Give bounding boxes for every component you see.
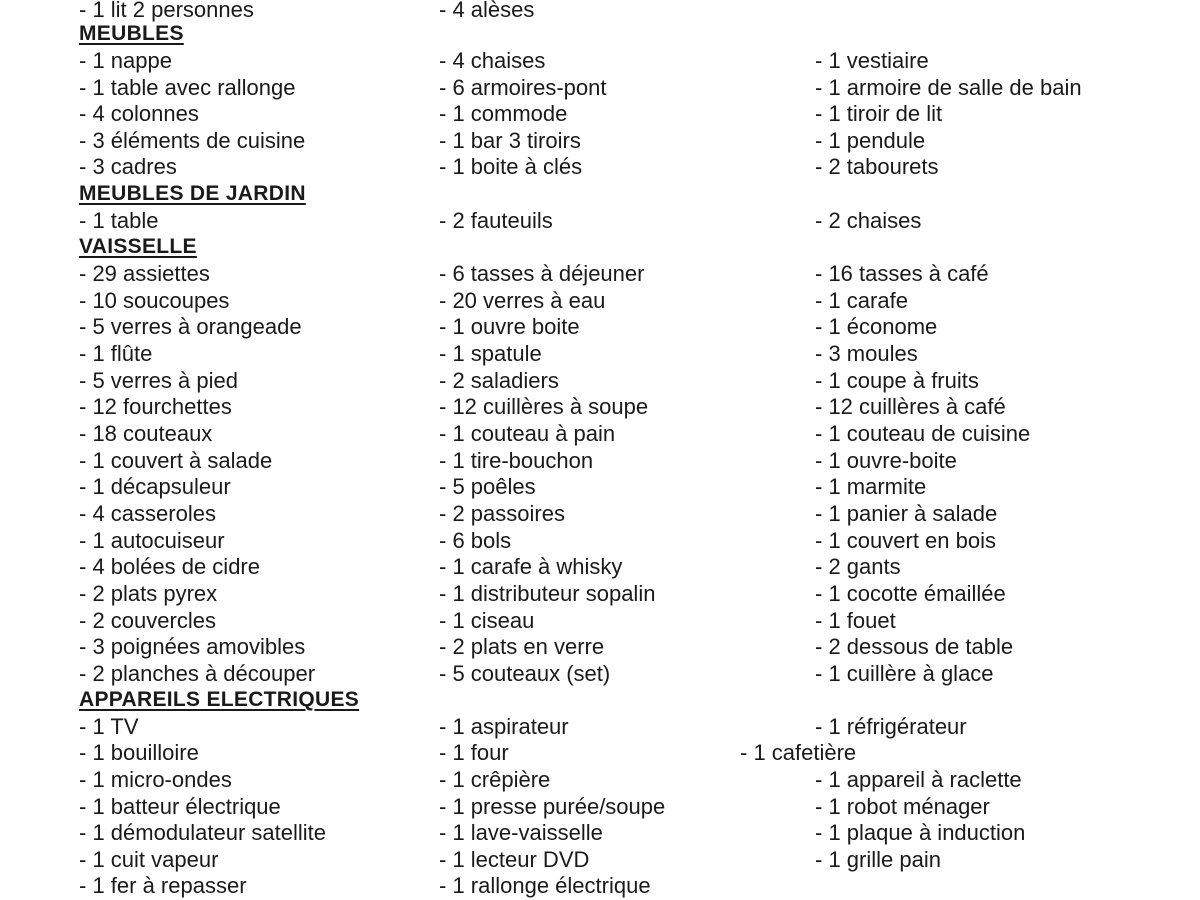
list-item: - 1 bouilloire xyxy=(79,740,199,765)
list-row xyxy=(0,794,1200,821)
list-row xyxy=(0,448,1200,475)
list-row xyxy=(0,341,1200,368)
list-row xyxy=(0,661,1200,688)
list-row xyxy=(0,48,1200,75)
list-item: - 1 nappe xyxy=(79,48,172,73)
list-item: - 5 verres à pied xyxy=(79,368,238,393)
list-item: - 1 lave-vaisselle xyxy=(439,820,603,845)
list-row xyxy=(0,634,1200,661)
list-item: - 1 couteau de cuisine xyxy=(815,421,1031,446)
list-item: - 1 robot ménager xyxy=(815,794,990,819)
list-item: - 1 pendule xyxy=(815,128,926,153)
list-item: - 1 grille pain xyxy=(815,847,941,872)
list-row xyxy=(0,288,1200,315)
list-item: - 2 couvercles xyxy=(79,608,216,633)
section-heading-meubles: MEUBLES xyxy=(79,22,184,45)
list-item: - 1 table xyxy=(79,208,159,233)
list-row xyxy=(0,608,1200,635)
list-item: - 16 tasses à café xyxy=(815,261,989,286)
list-item: - 2 passoires xyxy=(439,501,565,526)
list-item: - 1 carafe à whisky xyxy=(439,554,623,579)
list-item: - 29 assiettes xyxy=(79,261,210,286)
list-row xyxy=(0,208,1200,235)
list-item: - 1 micro-ondes xyxy=(79,767,232,792)
list-item: - 5 couteaux (set) xyxy=(439,661,611,686)
list-row xyxy=(0,154,1200,181)
list-item: - 5 verres à orangeade xyxy=(79,314,302,339)
list-item: - 1 rallonge électrique xyxy=(439,873,651,898)
list-row xyxy=(0,394,1200,421)
list-item: - 1 batteur électrique xyxy=(79,794,281,819)
list-row xyxy=(0,847,1200,874)
list-row xyxy=(0,368,1200,395)
list-item: - 1 bar 3 tiroirs xyxy=(439,128,581,153)
list-row xyxy=(0,421,1200,448)
list-item: - 4 casseroles xyxy=(79,501,216,526)
list-item: - 1 vestiaire xyxy=(815,48,929,73)
list-item: - 1 panier à salade xyxy=(815,501,998,526)
list-row xyxy=(0,261,1200,288)
list-item: - 1 table avec rallonge xyxy=(79,75,296,100)
list-item: - 1 cuillère à glace xyxy=(815,661,994,686)
list-item: - 1 fouet xyxy=(815,608,896,633)
list-row xyxy=(0,474,1200,501)
list-row xyxy=(0,528,1200,555)
list-item: - 1 tire-bouchon xyxy=(439,448,594,473)
list-item: - 12 cuillères à soupe xyxy=(439,394,649,419)
section-heading-appareils-electriques: APPAREILS ELECTRIQUES xyxy=(79,688,360,711)
list-item: - 1 armoire de salle de bain xyxy=(815,75,1082,100)
section-heading-meubles-de-jardin: MEUBLES DE JARDIN xyxy=(79,182,306,205)
list-item: - 2 dessous de table xyxy=(815,634,1014,659)
list-item: - 2 saladiers xyxy=(439,368,559,393)
list-item: - 1 ciseau xyxy=(439,608,535,633)
list-row xyxy=(0,128,1200,155)
list-item: - 1 couvert à salade xyxy=(79,448,273,473)
list-item: - 2 plats en verre xyxy=(439,634,605,659)
list-item: - 1 marmite xyxy=(815,474,927,499)
section-heading-vaisselle: VAISSELLE xyxy=(79,235,197,258)
list-item: - 3 éléments de cuisine xyxy=(79,128,306,153)
list-item: - 1 boite à clés xyxy=(439,154,583,179)
list-row xyxy=(0,314,1200,341)
list-item: - 1 spatule xyxy=(439,341,542,366)
list-item: - 2 plats pyrex xyxy=(79,581,218,606)
list-row xyxy=(0,501,1200,528)
list-row xyxy=(0,581,1200,608)
list-item: - 1 ouvre boite xyxy=(439,314,580,339)
list-item: - 18 couteaux xyxy=(79,421,213,446)
list-item: - 1 crêpière xyxy=(439,767,551,792)
list-item: - 3 cadres xyxy=(79,154,177,179)
list-item: - 12 fourchettes xyxy=(79,394,232,419)
list-item: - 2 gants xyxy=(815,554,901,579)
list-item: - 10 soucoupes xyxy=(79,288,230,313)
list-item: - 1 réfrigérateur xyxy=(815,714,967,739)
list-item: - 6 tasses à déjeuner xyxy=(439,261,645,286)
list-row xyxy=(0,75,1200,102)
list-item: - 1 autocuiseur xyxy=(79,528,225,553)
list-row xyxy=(0,820,1200,847)
list-item: - 5 poêles xyxy=(439,474,536,499)
list-item: - 3 moules xyxy=(815,341,918,366)
list-item: - 1 commode xyxy=(439,101,568,126)
list-item: - 2 tabourets xyxy=(815,154,939,179)
list-item: - 1 lecteur DVD xyxy=(439,847,590,872)
list-item: - 1 four xyxy=(439,740,509,765)
list-item: - 1 aspirateur xyxy=(439,714,569,739)
list-row xyxy=(0,767,1200,794)
list-item: - 6 bols xyxy=(439,528,512,553)
list-item: - 1 appareil à raclette xyxy=(815,767,1022,792)
list-item: - 2 chaises xyxy=(815,208,922,233)
list-item: - 1 cafetière xyxy=(740,740,857,765)
list-item: - 4 chaises xyxy=(439,48,546,73)
list-item: - 1 distributeur sopalin xyxy=(439,581,656,606)
list-item: - 1 ouvre-boite xyxy=(815,448,957,473)
list-item: - 4 colonnes xyxy=(79,101,199,126)
list-item: - 1 cuit vapeur xyxy=(79,847,219,872)
list-item: - 1 plaque à induction xyxy=(815,820,1026,845)
list-item: - 1 flûte xyxy=(79,341,153,366)
list-item: - 1 décapsuleur xyxy=(79,474,231,499)
list-item: - 1 carafe xyxy=(815,288,908,313)
list-item: - 1 fer à repasser xyxy=(79,873,247,898)
list-item: - 20 verres à eau xyxy=(439,288,606,313)
list-item: - 1 lit 2 personnes xyxy=(79,0,254,22)
list-row xyxy=(0,554,1200,581)
list-item: - 1 cocotte émaillée xyxy=(815,581,1006,606)
list-item: - 2 planches à découper xyxy=(79,661,316,686)
list-item: - 4 alèses xyxy=(439,0,535,22)
list-item: - 2 fauteuils xyxy=(439,208,553,233)
list-item: - 1 couvert en bois xyxy=(815,528,996,553)
list-row xyxy=(0,740,1200,767)
list-item: - 1 économe xyxy=(815,314,938,339)
list-row xyxy=(0,714,1200,741)
list-item: - 12 cuillères à café xyxy=(815,394,1006,419)
list-item: - 1 coupe à fruits xyxy=(815,368,979,393)
list-item: - 1 presse purée/soupe xyxy=(439,794,666,819)
list-row xyxy=(0,101,1200,128)
list-item: - 1 tiroir de lit xyxy=(815,101,943,126)
list-item: - 1 TV xyxy=(79,714,139,739)
list-row xyxy=(0,873,1200,900)
list-item: - 3 poignées amovibles xyxy=(79,634,306,659)
list-item: - 1 couteau à pain xyxy=(439,421,616,446)
list-item: - 4 bolées de cidre xyxy=(79,554,260,579)
list-item: - 6 armoires-pont xyxy=(439,75,607,100)
list-item: - 1 démodulateur satellite xyxy=(79,820,327,845)
